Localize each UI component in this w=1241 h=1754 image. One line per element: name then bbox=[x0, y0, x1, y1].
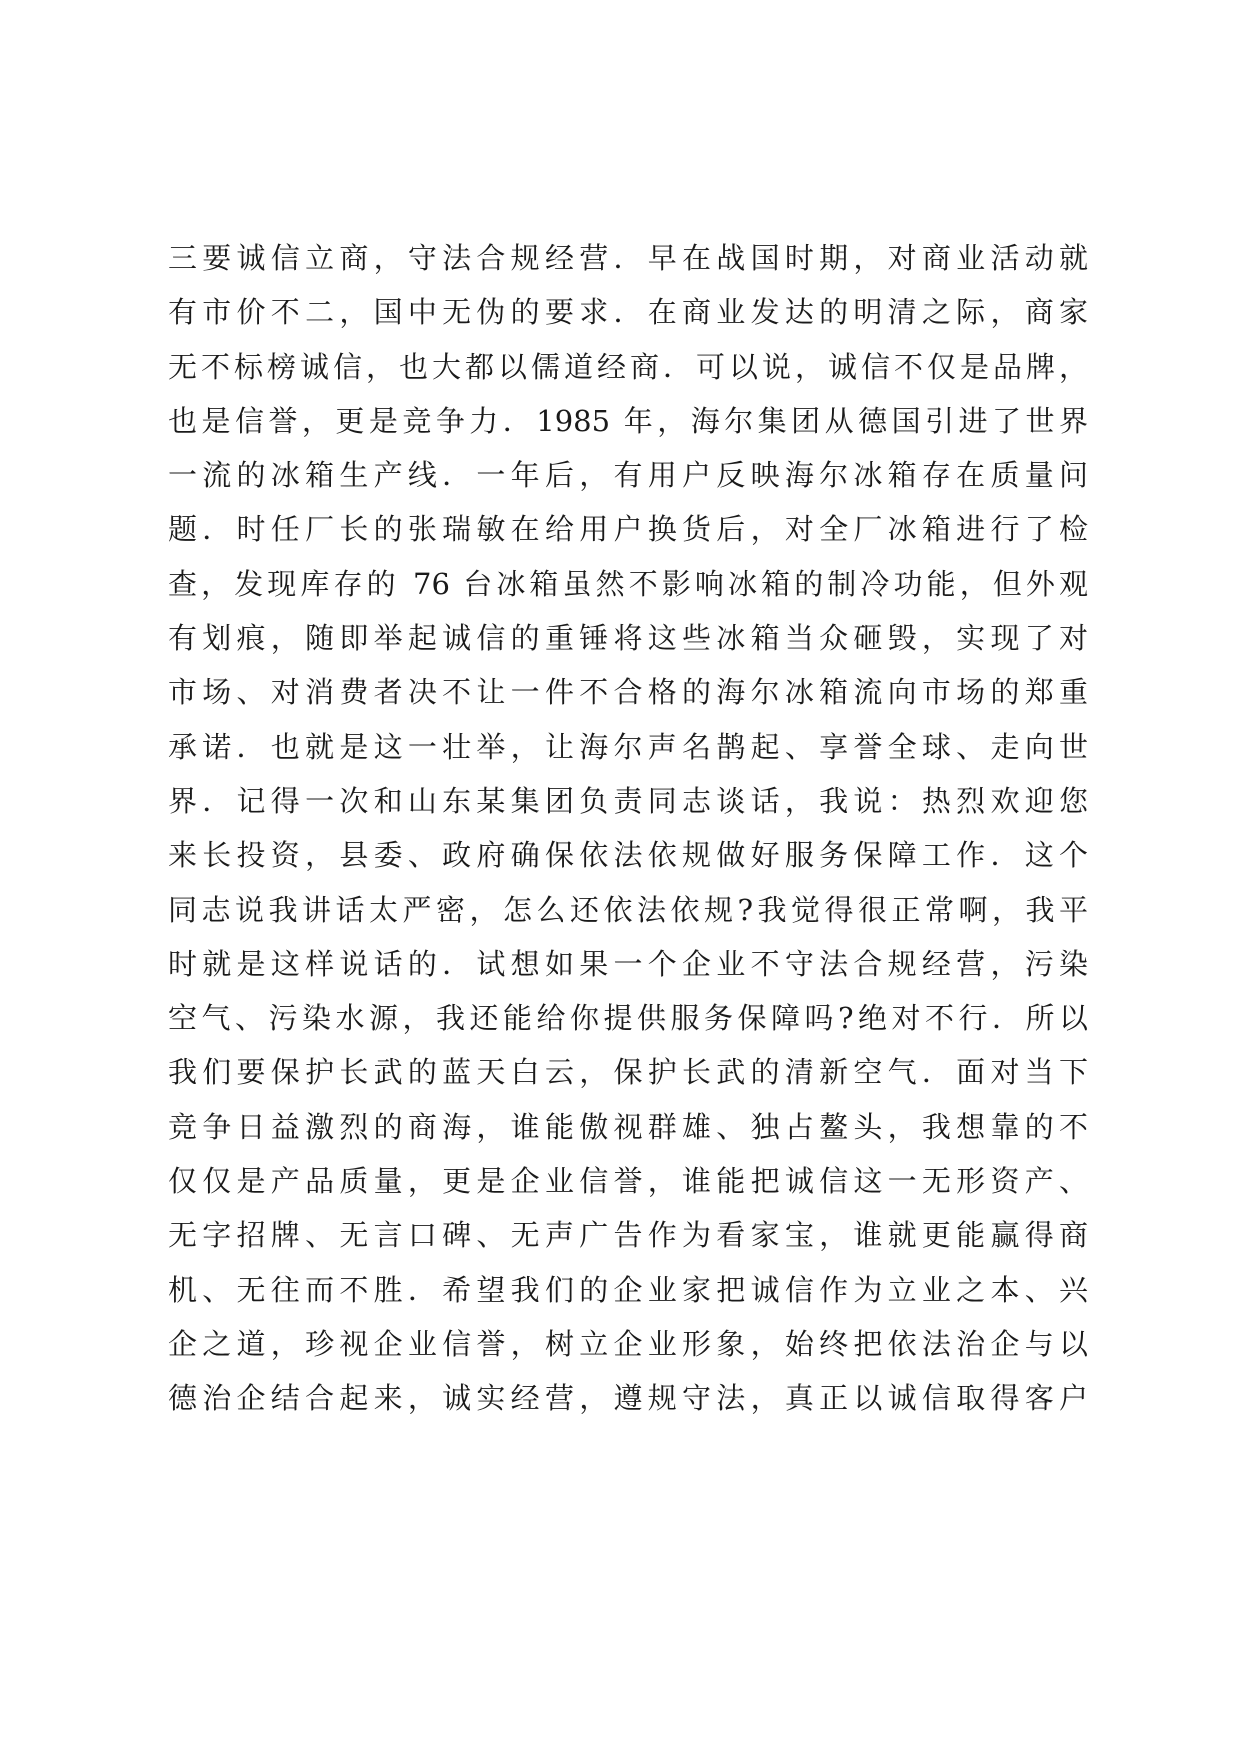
paragraph-line: 市场、对消费者决不让一件不合格的海尔冰箱流向市场的郑重 bbox=[168, 675, 1088, 710]
paragraph-line: 界．记得一次和山东某集团负责同志谈话，我说：热烈欢迎您 bbox=[168, 783, 1088, 818]
paragraph-line: 无不标榜诚信，也大都以儒道经商．可以说，诚信不仅是品牌， bbox=[168, 349, 1088, 384]
paragraph-line: 仅仅是产品质量，更是企业信誉，谁能把诚信这一无形资产、 bbox=[168, 1164, 1088, 1199]
paragraph-line: 空气、污染水源，我还能给你提供服务保障吗?绝对不行．所以 bbox=[168, 1001, 1088, 1036]
paragraph-line: 查，发现库存的 76 台冰箱虽然不影响冰箱的制冷功能，但外观 bbox=[168, 566, 1088, 601]
paragraph-line: 机、无往而不胜．希望我们的企业家把诚信作为立业之本、兴 bbox=[168, 1272, 1088, 1307]
paragraph-line: 有市价不二，国中无伪的要求．在商业发达的明清之际，商家 bbox=[168, 295, 1088, 330]
paragraph-line: 来长投资，县委、政府确保依法依规做好服务保障工作．这个 bbox=[168, 838, 1088, 873]
paragraph-line: 时就是这样说话的．试想如果一个企业不守法合规经营，污染 bbox=[168, 946, 1088, 981]
paragraph-line: 企之道，珍视企业信誉，树立企业形象，始终把依法治企与以 bbox=[168, 1326, 1088, 1361]
paragraph-line: 竞争日益激烈的商海，谁能傲视群雄、独占鳌头，我想靠的不 bbox=[168, 1109, 1088, 1144]
paragraph-line: 三要诚信立商，守法合规经营．早在战国时期，对商业活动就 bbox=[168, 241, 1088, 275]
body-paragraph bbox=[168, 231, 1088, 1426]
paragraph-line: 同志说我讲话太严密，怎么还依法依规?我觉得很正常啊，我平 bbox=[168, 892, 1088, 927]
paragraph-line: 承诺．也就是这一壮举，让海尔声名鹊起、享誉全球、走向世 bbox=[168, 729, 1088, 764]
paragraph-line: 无字招牌、无言口碑、无声广告作为看家宝，谁就更能赢得商 bbox=[168, 1218, 1088, 1253]
paragraph-line: 德治企结合起来，诚实经营，遵规守法，真正以诚信取得客户 bbox=[168, 1381, 1088, 1416]
paragraph-line: 我们要保护长武的蓝天白云，保护长武的清新空气．面对当下 bbox=[168, 1055, 1088, 1090]
paragraph-line: 一流的冰箱生产线．一年后，有用户反映海尔冰箱存在质量问 bbox=[168, 458, 1088, 493]
paragraph-line: 有划痕，随即举起诚信的重锤将这些冰箱当众砸毁，实现了对 bbox=[168, 621, 1088, 656]
paragraph-line: 也是信誉，更是竞争力．1985 年，海尔集团从德国引进了世界 bbox=[168, 403, 1088, 438]
paragraph-line: 题．时任厂长的张瑞敏在给用户换货后，对全厂冰箱进行了检 bbox=[168, 512, 1088, 547]
